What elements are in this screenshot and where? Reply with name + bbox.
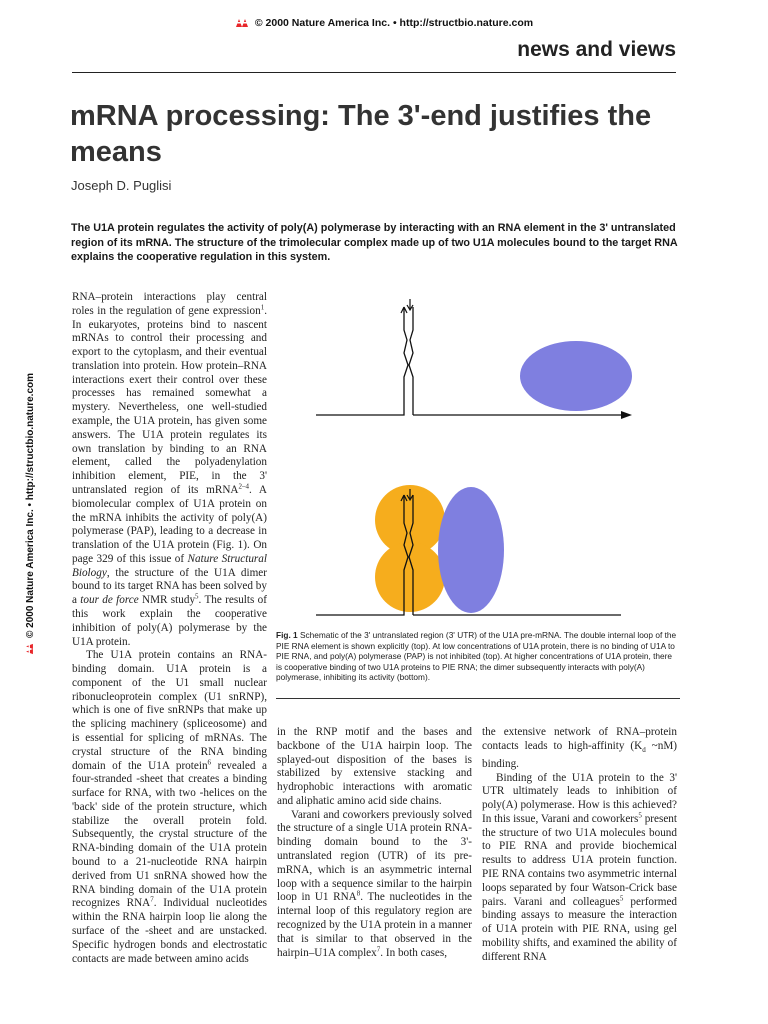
- nature-logo-icon: [25, 643, 34, 655]
- abstract: The U1A protein regulates the activity of poly(A) polymerase by interacting with an RNA element in the 3' untranslated region of its mRNA. The structure of the trimolecular complex made up of two U1A molecules bound to the target RNA explains the cooperative regulation in this system.: [71, 222, 678, 264]
- caption-text: Schematic of the 3' untranslated region (3' UTR) of the U1A pre-mRNA. The double internal loop of the PIE RNA element is shown explicitly (top). At low concentrations of U1A protein, there is no binding of U1A to PIE RNA, and poly(A) polymerase (PAP) is not inhibited (top). At higher concentrations of U1A protein, there is cooperative binding of two U1A proteins to PIE RNA; the dimer subsequently interacts with poly(A) polymerase, inhibiting its activity (bottom).: [276, 630, 677, 683]
- nature-logo-icon: [235, 18, 249, 28]
- article-title: mRNA processing: The 3'-end justifies the means: [70, 100, 652, 168]
- copyright-text: © 2000 Nature America Inc. • http://structbio.nature.com: [254, 17, 534, 29]
- strand-arrow-down: [407, 299, 413, 310]
- pap-ellipse-top: [520, 341, 632, 411]
- side-banner-text: © 2000 Nature America Inc. • http://structbio.nature.com: [25, 372, 36, 638]
- header-rule: [72, 72, 676, 73]
- figure-rule: [276, 698, 680, 699]
- paragraph: Binding of the U1A protein to the 3' UTR ultimately leads to inhibition of poly(A) polymerase. How is this achieved? In this issue, Varani and coworkers$^5$ present the structure of two U1A molecules bound to PIE RNA and provide biochemical results to address U1A protein function. PIE RNA contains two asymmetric internal loops separated by four Watson-Crick base pairs. Varani and colleagues$^5$ performed binding assays to measure the interaction of U1A protein with PIE RNA, using gel mobility shifts, and examined the ability of different RNA: [482, 771, 677, 963]
- journal-copyright-header: [0, 17, 768, 29]
- paragraph: the extensive network of RNA–protein contacts leads to high-affinity ($K_d$ ~nM) binding.: [482, 726, 677, 770]
- pap-ellipse-bottom: [438, 487, 504, 613]
- caption-label: Fig. 1: [276, 630, 298, 640]
- figure-caption: [276, 630, 680, 683]
- paragraph: in the RNP motif and the bases and backbone of the U1A hairpin loop. The splayed-out disposition of the bases is stabilized by extensive stacking and hydrophobic interactions with aromatic and aliphatic amino acid side chains.: [277, 726, 472, 807]
- side-banner: [22, 355, 40, 655]
- paragraph: The U1A protein contains an RNA-binding domain. U1A protein is a component of the U1 small nuclear ribonucleoprotein complex (U1 snRNP), which is one of five snRNPs that make up the splicing machinery (spliceosome) and is essential for splicing of mRNAs. The crystal structure of the RNA binding domain of the U1A protein$^6$ revealed a four-stranded -sheet that creates a binding surface for RNA, with two -helices on the 'back' side of the protein structure, which stabilize the overall protein fold. Subsequently, the crystal structure of the RNA-binding domain of the U1A protein bound to a 21-nucleotide RNA hairpin derived from U1 snRNA showed how the RNA binding domain of the U1A protein recognizes RNA$^7$. Individual nucleotides within the RNA hairpin loop lie along the surface of the -sheet and are unstacked. Specific hydrogen bonds and electrostatic contacts are made between amino acids: [72, 649, 268, 965]
- rna-strand-top-right: [409, 307, 413, 415]
- figure-schematic: [276, 285, 676, 630]
- top-panel: [316, 299, 632, 419]
- paragraph: RNA–protein interactions play central roles in the regulation of gene expression$^1$. In eukaryotes, proteins bind to nascent mRNAs to control their processing and export to the cytoplasm, and their eventual translation into protein. How protein–RNA interactions exert their control over these processes has remained somewhat a mystery. Nevertheless, one well-studied example, the U1A protein, has given some answers. The U1A protein regulates its own translation by binding to an RNA element, called the polyadenylation inhibition element, PIE, in the 3' untranslated region of its mRNA$^{2-4}$. A biomolecular complex of U1A protein on the mRNA inhibits the activity of poly(A) polymerase (PAP), leading to a decrease in translation of the U1A protein (Fig. 1). On page 329 of this issue of Nature Structural Biology, the structure of the U1A dimer bound to its target RNA has been solved by a tour de force NMR study$^5$. The results of this work explain the cooperative inhibition of poly(A) polymerase by the U1A protein.: [72, 291, 267, 648]
- arrow-head-icon: [621, 411, 632, 419]
- section-label: news and views: [517, 38, 676, 61]
- body-column-1: [72, 291, 267, 966]
- body-column-3: [482, 726, 677, 965]
- body-column-2: [277, 726, 472, 960]
- rna-strand-top: [316, 307, 408, 415]
- bottom-panel: [316, 485, 621, 615]
- paragraph: Varani and coworkers previously solved the structure of a single U1A protein RNA-binding domain bound to the 3'-untranslated region (UTR) of its pre-mRNA, which is an asymmetric internal loop with a sequence similar to the hairpin loop in U1 RNA$^8$. The nucleotides in the internal loop of this regulatory region are recognized by the U1A protein in a manner that is similar to that observed in the hairpin–U1A complex$^7$. In both cases,: [277, 808, 472, 959]
- author-name: Joseph D. Puglisi: [71, 178, 172, 193]
